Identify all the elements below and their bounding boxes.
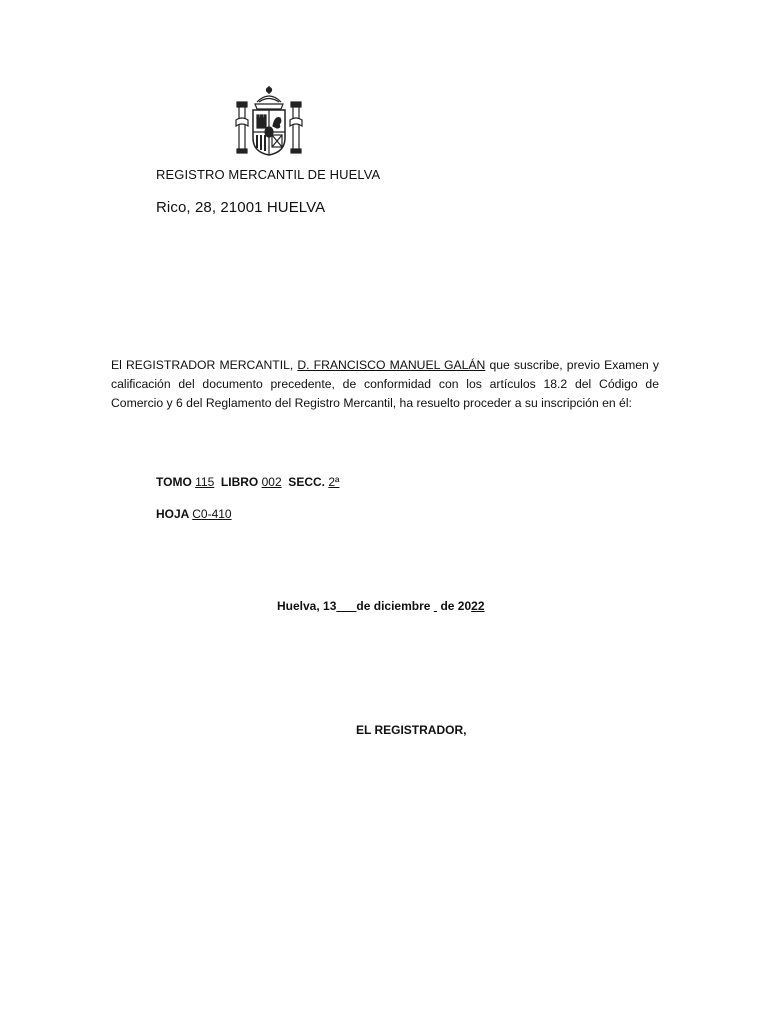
date-year-prefix: de 20 xyxy=(437,599,472,613)
date-year-suffix: 22 xyxy=(471,599,485,613)
secc-value: 2ª xyxy=(328,475,340,489)
date-line xyxy=(277,599,485,613)
hoja-label: HOJA xyxy=(156,507,193,521)
intro-text: El REGISTRADOR MERCANTIL, xyxy=(111,358,298,372)
spanish-coat-of-arms-icon xyxy=(233,82,305,158)
registry-office-address: Rico, 28, 21001 HUELVA xyxy=(156,199,326,216)
secc-label: SECC. xyxy=(281,475,329,489)
signature-label: EL REGISTRADOR, xyxy=(356,723,467,737)
registry-volume-line xyxy=(156,475,339,489)
tomo-label: TOMO xyxy=(156,475,196,489)
libro-label: LIBRO xyxy=(214,475,262,489)
registry-office-name: REGISTRO MERCANTIL DE HUELVA xyxy=(156,167,381,182)
registry-sheet-line xyxy=(156,507,232,521)
certification-paragraph xyxy=(111,356,659,413)
date-month: de diciembre xyxy=(356,599,434,613)
paragraph-rest: que suscribe, previo Examen y calificación del documento precedente, de conformidad con los artículos 18.2 del Código de Comercio y 6 del Reglamento del Registro Mercantil, ha resuelto proceder a su inscripción en él: xyxy=(111,358,660,410)
hoja-value: C0-410 xyxy=(192,507,232,521)
libro-value: 002 xyxy=(261,475,282,489)
registrar-name: D. FRANCISCO MANUEL GALÁN xyxy=(297,358,486,372)
date-blank-1: ___ xyxy=(336,599,357,613)
tomo-value: 115 xyxy=(195,475,215,489)
date-prefix: Huelva, 13 xyxy=(277,599,337,613)
